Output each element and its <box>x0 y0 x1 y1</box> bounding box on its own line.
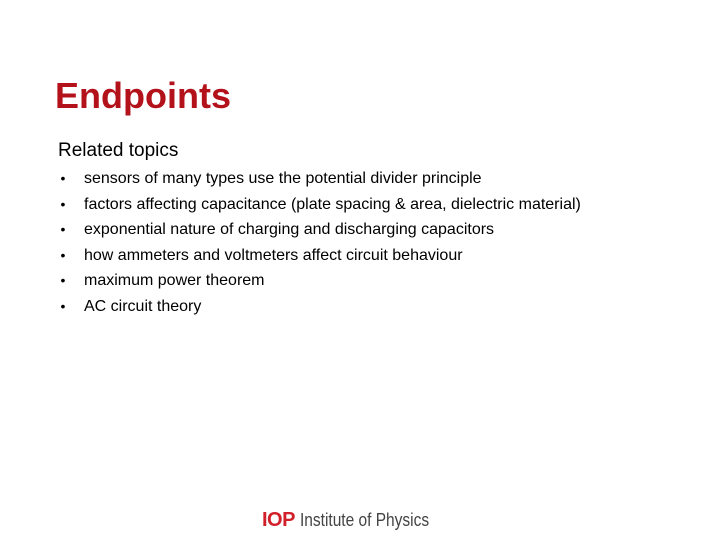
bullet-icon: • <box>60 297 66 314</box>
topic-text: AC circuit theory <box>84 297 202 315</box>
bullet-icon: • <box>60 195 66 212</box>
section-subtitle: Related topics <box>58 140 179 161</box>
slide-title: Endpoints <box>55 75 231 116</box>
topic-text: exponential nature of charging and discharging capacitors <box>84 221 495 239</box>
bullet-icon: • <box>60 221 66 238</box>
topic-text: factors affecting capacitance (plate spacing & area, dielectric material) <box>84 195 581 213</box>
topic-text: how ammeters and voltmeters affect circuit behaviour <box>84 246 463 264</box>
iop-logo <box>262 508 450 532</box>
bullet-icon: • <box>60 272 66 289</box>
logo-text: Institute of Physics <box>299 510 430 530</box>
bullet-icon: • <box>60 246 66 263</box>
topic-text: sensors of many types use the potential divider principle <box>84 170 482 187</box>
topic-text: maximum power theorem <box>84 272 265 290</box>
bullet-icon: • <box>60 170 66 186</box>
logo-mark: IOP <box>262 509 295 531</box>
